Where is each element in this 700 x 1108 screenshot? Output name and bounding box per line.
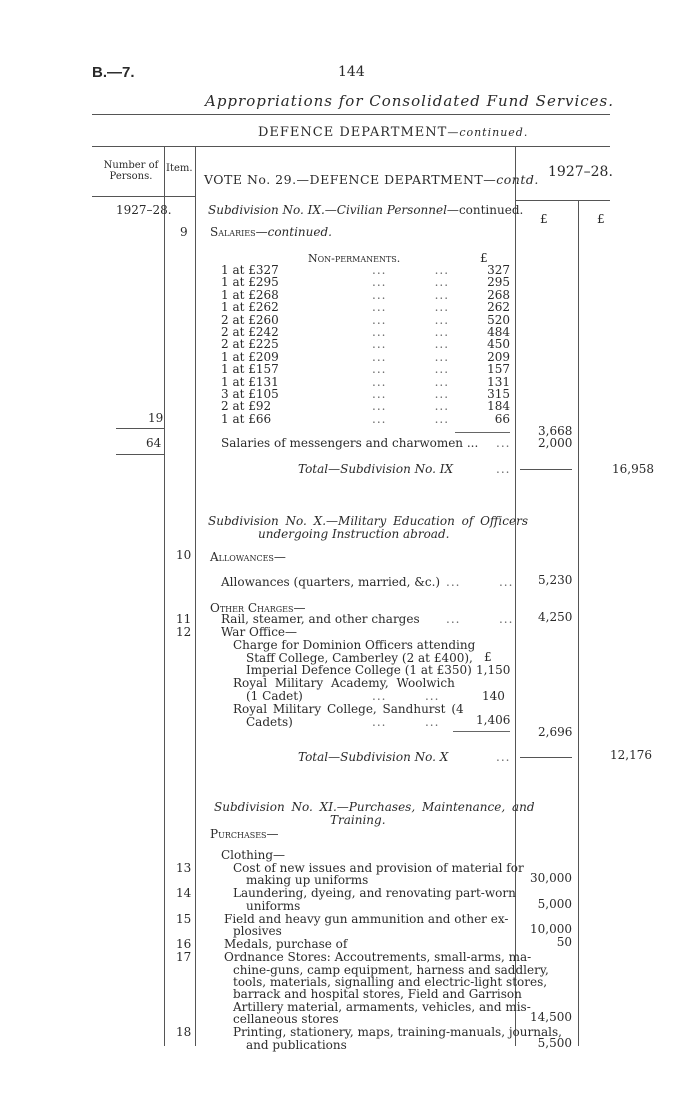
clothing-heading: Clothing—: [221, 848, 286, 862]
subdiv11-item-line: Laundering, dyeing, and renovating part-worn: [233, 886, 516, 901]
allowances-line: Allowances (quarters, married, &c.): [221, 575, 441, 589]
nonperm-row-value: 268: [487, 287, 510, 302]
subdiv11-item-number: 15: [176, 911, 192, 926]
rmc-dots: ... ...: [372, 715, 440, 729]
item-11: 11: [176, 612, 192, 626]
subdiv11-item-value: 5,500: [537, 1035, 572, 1050]
nonperm-row-value: 520: [487, 312, 510, 327]
col-header-rule-right: [515, 200, 610, 201]
subdiv11-item-line: Printing, stationery, maps, training-manuals, journals,: [233, 1025, 562, 1040]
messengers-value: 2,000: [538, 436, 573, 450]
nonperm-row-label: 1 at £295: [221, 275, 279, 290]
nonperm-row-label: 2 at £242: [221, 325, 279, 339]
subdiv11-item-line: Field and heavy gun ammunition and other ex-: [224, 911, 509, 926]
header-rule: [92, 114, 610, 115]
allowances-value: 5,230: [538, 573, 573, 587]
messengers-label: Salaries of messengers and charwomen ...: [221, 436, 479, 450]
subdiv11-item-value: 50: [556, 935, 572, 950]
col-header-item: Item.: [166, 163, 193, 174]
rma-dots: ... ...: [372, 689, 440, 703]
item-12: 12: [176, 625, 192, 639]
subdiv11-item-value: 30,000: [530, 871, 572, 886]
col-header-persons: Number of Persons.: [103, 160, 159, 182]
subdiv11-item-line: Artillery material, armaments, vehicles, and mis-: [233, 999, 531, 1014]
nonperm-row-value: 315: [487, 387, 510, 401]
rma-line-2: (1 Cadet): [246, 689, 303, 703]
messengers-dots: ...: [496, 436, 511, 450]
rma-value: 140: [482, 689, 505, 703]
subdiv11-title-1: Subdivision No. XI.—Purchases, Maintenance, and: [214, 800, 535, 814]
war-office-heading: War Office—: [221, 625, 298, 639]
document-code: B.—7.: [92, 64, 135, 81]
subdiv11-item-value: 10,000: [530, 922, 572, 937]
staff-college-line: Staff College, Camberley (2 at £400),: [246, 651, 473, 665]
charge-line: Charge for Dominion Officers attending: [233, 638, 476, 652]
subdiv11-item-line: chine-guns, camp equipment, harness and saddlery,: [233, 962, 549, 977]
rma-line-1: Royal Military Academy, Woolwich: [233, 676, 455, 690]
nonperm-row-label: 1 at £268: [221, 287, 279, 302]
subdiv11-item-line: barrack and hospital stores, Field and Garrison: [233, 987, 522, 1002]
subdiv11-item-value: 14,500: [530, 1010, 572, 1025]
subdiv11-item-line: Cost of new issues and provision of material for: [233, 861, 524, 875]
nonperm-sum-rule: [455, 432, 510, 433]
allowances-dots: ... ...: [446, 575, 514, 589]
rmc-value: 1,406: [476, 713, 511, 727]
nonperm-row-dots: ... ...: [372, 287, 450, 302]
pound-col2: £: [597, 212, 605, 226]
nonperm-row-dots: ... ...: [372, 312, 450, 327]
col-header-rule-left: [92, 196, 196, 197]
nonperm-row-value: 327: [487, 263, 510, 277]
nonperm-row-label: 1 at £209: [221, 349, 279, 364]
imperial-value: 1,150: [476, 663, 511, 677]
rail-value: 4,250: [538, 610, 573, 624]
subdiv10-title-2: undergoing Instruction abroad.: [258, 527, 450, 541]
nonperm-row-dots: ... ...: [372, 374, 450, 389]
nonperm-row-dots: ... ...: [372, 399, 450, 414]
subdiv10-total: 12,176: [610, 748, 652, 762]
nonperm-heading: Non-permanents.: [308, 252, 401, 265]
nonperm-row-label: 1 at £327: [221, 263, 279, 277]
nonperm-row-label: 2 at £260: [221, 312, 279, 327]
subdiv11-item-line: Ordnance Stores: Accoutrements, small-arms, ma-: [224, 950, 532, 965]
subdiv11-item-number: 16: [176, 937, 192, 952]
nonperm-row-label: 1 at £66: [221, 411, 272, 426]
nonperm-row-label: 2 at £92: [221, 399, 272, 414]
subdiv9-total: 16,958: [612, 462, 654, 476]
nonperm-row-label: 1 at £157: [221, 362, 279, 377]
allowances-heading: Allowances—: [210, 550, 286, 564]
subdiv11-item-number: 13: [176, 861, 192, 875]
staff-pound: £: [484, 650, 492, 664]
purchases-heading: Purchases—: [210, 827, 279, 841]
year-header: 1927–28.: [548, 164, 613, 180]
subdiv11-item-number: 18: [176, 1025, 192, 1040]
other-charges-heading: Other Charges—: [210, 601, 306, 615]
subdiv11-item-number: 17: [176, 950, 192, 965]
nonperm-row-value: 450: [487, 337, 510, 352]
subdiv10-title-1: Subdivision No. X.—Military Education of Officers: [208, 514, 528, 528]
imperial-line: Imperial Defence College (1 at £350): [246, 663, 472, 677]
rmc-line-2: Cadets): [246, 715, 293, 729]
messengers-persons: 64: [146, 436, 162, 450]
subdiv10-total-dots: ...: [496, 750, 511, 764]
table-top-rule: [92, 146, 610, 147]
nonperm-row-label: 3 at £105: [221, 387, 279, 401]
nonperm-row-dots: ... ...: [372, 387, 450, 401]
subdiv11-item-line: uniforms: [246, 898, 301, 913]
subdiv11-item-line: tools, materials, signalling and electric-light stores,: [233, 975, 548, 989]
subdiv11-title-2: Training.: [330, 813, 386, 827]
item-10: 10: [176, 548, 192, 562]
subdiv11-item-line: and publications: [246, 1037, 347, 1052]
subdiv9-item: 9: [180, 225, 188, 239]
pound-col1: £: [540, 212, 548, 226]
nonperm-row-label: 1 at £131: [221, 374, 279, 389]
subdiv11-item-number: 14: [176, 886, 192, 901]
war-total: 2,696: [538, 725, 573, 739]
nonperm-row-value: 484: [487, 325, 510, 339]
nonperm-row-dots: ... ...: [372, 362, 450, 377]
nonperm-subtotal: 3,668: [538, 424, 573, 438]
rmc-line-1: Royal Military College, Sandhurst (4: [233, 702, 464, 716]
page-number: 144: [338, 64, 365, 80]
nonperm-row-dots: ... ...: [372, 337, 450, 352]
subdiv9-title: Subdivision No. IX.—Civilian Personnel—continued.: [208, 203, 524, 217]
subdiv10-total-rule: [520, 757, 572, 758]
nonperm-pound: £: [480, 251, 488, 265]
dept-title: DEFENCE DEPARTMENT—continued.: [258, 125, 529, 140]
nonperm-row-value: 295: [487, 275, 510, 290]
rail-dots: ... ...: [446, 612, 514, 626]
nonperm-row-dots: ... ...: [372, 275, 450, 290]
subdiv11-item-line: plosives: [233, 924, 282, 939]
war-sum-rule: [453, 731, 510, 732]
rail-line: Rail, steamer, and other charges: [221, 612, 420, 626]
nonperm-row-value: 262: [487, 300, 510, 315]
subdiv11-item-line: making up uniforms: [246, 873, 369, 888]
subdiv9-total-rule: [520, 469, 572, 470]
subdiv11-item-value: 5,000: [537, 896, 572, 911]
nonperm-row-value: 209: [487, 349, 510, 364]
persons-year: 1927–28.: [116, 203, 172, 217]
nonperm-row-dots: ... ...: [372, 349, 450, 364]
vote-title: VOTE No. 29.—DEFENCE DEPARTMENT—contd.: [204, 172, 539, 187]
nonperm-row-value: 157: [487, 362, 510, 377]
subdiv9-persons: 19: [148, 411, 164, 425]
subdiv11-item-line: Medals, purchase of: [224, 937, 348, 952]
col-rule-amount: [578, 200, 579, 1046]
running-title: Appropriations for Consolidated Fund Services.: [205, 92, 615, 110]
nonperm-row-dots: ... ...: [372, 411, 450, 426]
subdiv11-item-line: cellaneous stores: [233, 1012, 339, 1027]
subdiv10-total-label: Total—Subdivision No. X: [298, 750, 449, 764]
nonperm-row-value: 184: [487, 399, 510, 414]
nonperm-row-dots: ... ...: [372, 300, 450, 315]
subdiv9-total-dots: ...: [496, 462, 511, 476]
persons-rule-2: [116, 454, 164, 455]
subdiv9-total-label: Total—Subdivision No. IX: [298, 462, 454, 476]
persons-rule-1: [116, 428, 164, 429]
nonperm-row-label: 1 at £262: [221, 300, 279, 315]
col-rule-desc: [515, 146, 516, 1046]
col-rule-item: [195, 146, 196, 1046]
salaries-heading: Salaries—continued.: [210, 225, 332, 239]
col-rule-persons: [164, 146, 165, 1046]
nonperm-row-value: 66: [494, 411, 510, 426]
nonperm-row-value: 131: [487, 374, 510, 389]
nonperm-row-dots: ... ...: [372, 325, 450, 339]
nonperm-row-label: 2 at £225: [221, 337, 279, 352]
nonperm-row-dots: ... ...: [372, 263, 450, 277]
